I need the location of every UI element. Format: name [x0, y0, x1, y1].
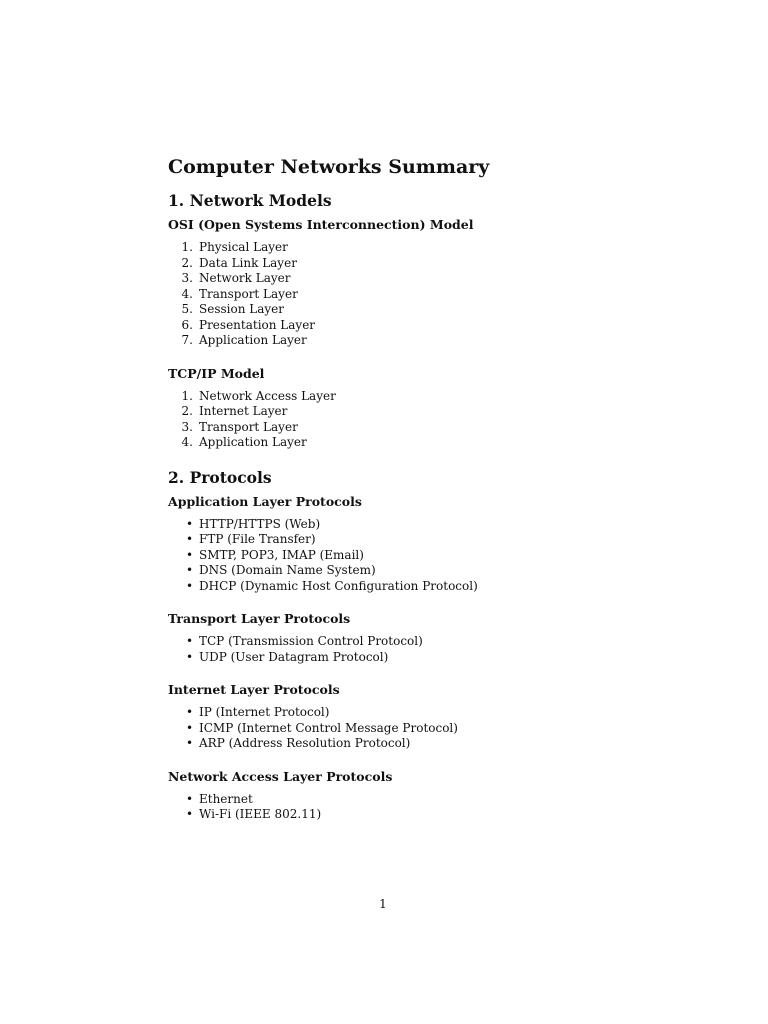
section-heading: 2. Protocols: [168, 467, 272, 487]
list-item-text: Presentation Layer: [199, 317, 316, 332]
subsection-heading: Internet Layer Protocols: [168, 682, 340, 697]
list-item-text: Wi-Fi (IEEE 802.11): [199, 807, 322, 821]
bullet-list: [168, 792, 638, 823]
list-item: [168, 579, 638, 595]
list-item-text: Transport Layer: [199, 419, 298, 434]
subsection-transport-protocols: [168, 610, 638, 665]
list-marker: 3.: [181, 271, 193, 285]
list-item: [168, 705, 638, 721]
list-item-text: Application Layer: [199, 333, 307, 347]
list-item-text: HTTP/HTTPS (Web): [199, 516, 321, 531]
list-item: [168, 736, 638, 752]
page-content: [168, 154, 638, 839]
bullet-icon: •: [186, 563, 194, 577]
list-item-text: Application Layer: [199, 435, 307, 449]
list-item: [168, 517, 638, 533]
list-item: [168, 318, 638, 334]
list-item: [168, 650, 638, 666]
list-item: [168, 256, 638, 272]
section-protocols: [168, 467, 638, 823]
list-item: [168, 807, 638, 823]
subsection-application-protocols: [168, 493, 638, 595]
list-item: [168, 240, 638, 256]
list-item: [168, 435, 638, 451]
list-item-text: SMTP, POP3, IMAP (Email): [199, 547, 364, 562]
document-title: Computer Networks Summary: [168, 156, 490, 178]
list-marker: 3.: [181, 419, 193, 434]
bullet-icon: •: [186, 705, 194, 719]
page-number: 1: [379, 897, 387, 911]
subsection-heading: OSI (Open Systems Interconnection) Model: [168, 217, 474, 232]
numbered-list: [168, 389, 638, 451]
list-item-text: IP (Internet Protocol): [199, 705, 330, 719]
bullet-icon: •: [186, 516, 194, 531]
list-item: [168, 548, 638, 564]
list-item-text: Network Access Layer: [199, 388, 336, 403]
bullet-icon: •: [186, 649, 194, 664]
numbered-list: [168, 240, 638, 349]
list-item-text: UDP (User Datagram Protocol): [199, 649, 389, 664]
list-marker: 2.: [181, 404, 193, 418]
list-item-text: DNS (Domain Name System): [199, 563, 376, 577]
list-item: [168, 532, 638, 548]
list-item: [168, 563, 638, 579]
list-item: [168, 271, 638, 287]
list-item: [168, 792, 638, 808]
list-item: [168, 302, 638, 318]
section-heading: 1. Network Models: [168, 191, 332, 210]
section-network-models: [168, 190, 638, 451]
list-marker: 1.: [181, 240, 193, 254]
list-marker: 4.: [181, 435, 193, 449]
bullet-icon: •: [186, 578, 194, 593]
list-item-text: Network Layer: [199, 271, 291, 285]
subsection-heading: Network Access Layer Protocols: [168, 768, 393, 784]
bullet-icon: •: [186, 532, 194, 546]
subsection-internet-protocols: [168, 681, 638, 752]
list-item-text: Physical Layer: [199, 240, 288, 254]
list-marker: 6.: [181, 317, 193, 332]
bullet-list: [168, 517, 638, 595]
list-marker: 1.: [181, 388, 193, 403]
list-item-text: Internet Layer: [199, 404, 288, 418]
list-marker: 2.: [181, 255, 193, 270]
bullet-icon: •: [186, 736, 194, 750]
list-item-text: Session Layer: [199, 302, 284, 316]
subsection-heading: TCP/IP Model: [168, 365, 265, 381]
bullet-icon: •: [186, 634, 194, 648]
list-item-text: DHCP (Dynamic Host Configuration Protocol): [199, 578, 478, 593]
subsection-osi-model: [168, 216, 638, 349]
subsection-heading: Transport Layer Protocols: [168, 611, 351, 626]
bullet-icon: •: [186, 807, 194, 821]
list-item-text: ICMP (Internet Control Message Protocol): [199, 720, 458, 735]
list-item-text: FTP (File Transfer): [199, 532, 316, 546]
list-marker: 7.: [181, 333, 193, 347]
list-item: [168, 721, 638, 737]
list-item: [168, 287, 638, 303]
list-item-text: Ethernet: [199, 791, 253, 806]
bullet-icon: •: [186, 791, 194, 806]
list-item-text: ARP (Address Resolution Protocol): [199, 736, 411, 750]
list-item-text: Transport Layer: [199, 286, 298, 301]
list-marker: 4.: [181, 286, 193, 301]
list-item-text: TCP (Transmission Control Protocol): [199, 634, 423, 648]
list-item: [168, 389, 638, 405]
list-item-text: Data Link Layer: [199, 255, 297, 270]
list-item: [168, 333, 638, 349]
subsection-heading: Application Layer Protocols: [168, 493, 362, 509]
subsection-tcpip-model: [168, 365, 638, 451]
list-item: [168, 420, 638, 436]
list-item: [168, 404, 638, 420]
subsection-network-access-protocols: [168, 768, 638, 823]
bullet-list: [168, 705, 638, 752]
list-marker: 5.: [181, 302, 193, 316]
bullet-icon: •: [186, 547, 194, 562]
bullet-list: [168, 634, 638, 665]
list-item: [168, 634, 638, 650]
bullet-icon: •: [186, 720, 194, 735]
